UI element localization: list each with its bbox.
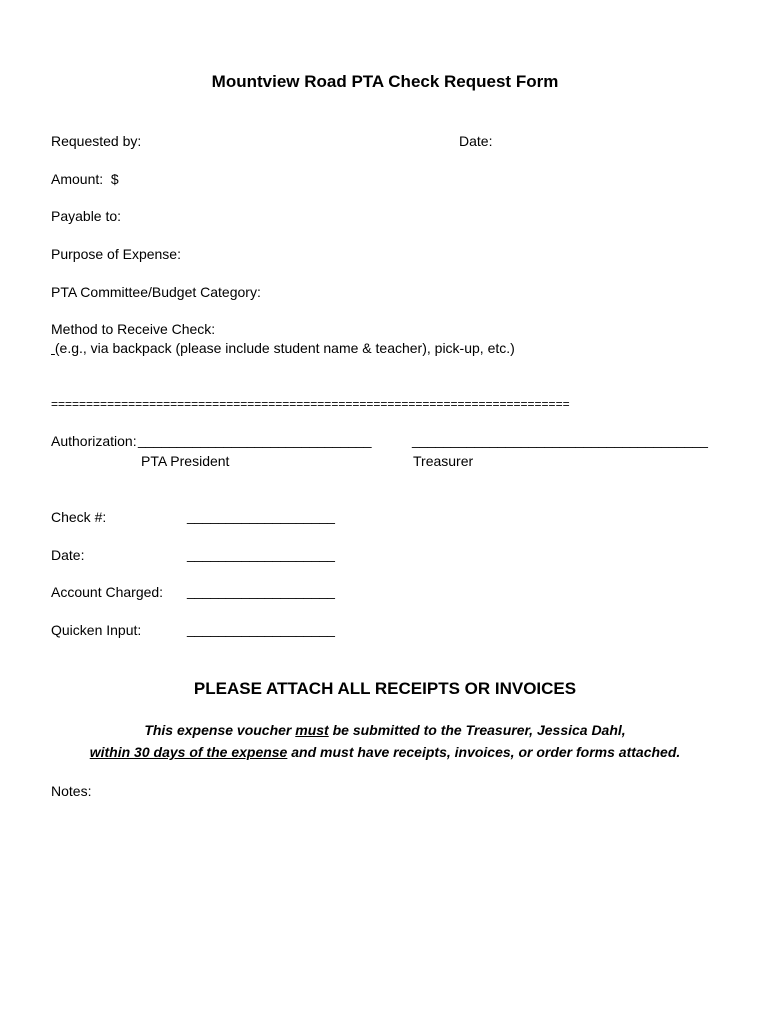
quicken-input-blank: ___________________ — [187, 621, 335, 637]
method-label: Method to Receive Check: — [51, 321, 216, 337]
office-date-label: Date: — [51, 547, 85, 563]
requested-by-label: Requested by: — [51, 133, 142, 149]
voucher-note-deadline: within 30 days of the expense — [89, 744, 288, 760]
president-label: PTA President — [141, 453, 230, 469]
date-label: Date: — [459, 133, 493, 149]
amount-label: Amount: $ — [51, 171, 119, 187]
committee-label: PTA Committee/Budget Category: — [51, 284, 261, 300]
voucher-note-2b: and must have receipts, invoices, or order forms attached. — [287, 744, 681, 760]
form-title: Mountview Road PTA Check Request Form — [211, 72, 559, 91]
voucher-note-must: must — [295, 722, 329, 738]
treasurer-signature-line: ______________________________________ — [412, 432, 708, 448]
check-number-label: Check #: — [51, 509, 107, 525]
president-signature-line: ______________________________ — [138, 432, 372, 448]
notes-label: Notes: — [51, 783, 92, 799]
voucher-note-line-2 — [0, 745, 770, 759]
attach-receipts-notice: PLEASE ATTACH ALL RECEIPTS OR INVOICES — [193, 679, 577, 698]
treasurer-label: Treasurer — [413, 453, 474, 469]
purpose-label: Purpose of Expense: — [51, 246, 181, 262]
authorization-label: Authorization: — [51, 433, 137, 449]
voucher-note-1c: be submitted to the Treasurer, Jessica Dahl, — [328, 722, 626, 738]
office-date-blank: ___________________ — [187, 546, 335, 562]
voucher-note-1a: This expense voucher — [144, 722, 296, 738]
method-hint — [51, 341, 515, 355]
check-number-blank: ___________________ — [187, 508, 335, 524]
payable-to-label: Payable to: — [51, 208, 122, 224]
account-charged-blank: ___________________ — [187, 583, 335, 599]
separator-line: ========================================================================== — [51, 397, 570, 411]
account-charged-label: Account Charged: — [51, 584, 164, 600]
voucher-note-line-1 — [0, 723, 770, 737]
quicken-input-label: Quicken Input: — [51, 622, 142, 638]
method-hint-text: (e.g., via backpack (please include student name & teacher), pick-up, etc.) — [54, 340, 515, 356]
